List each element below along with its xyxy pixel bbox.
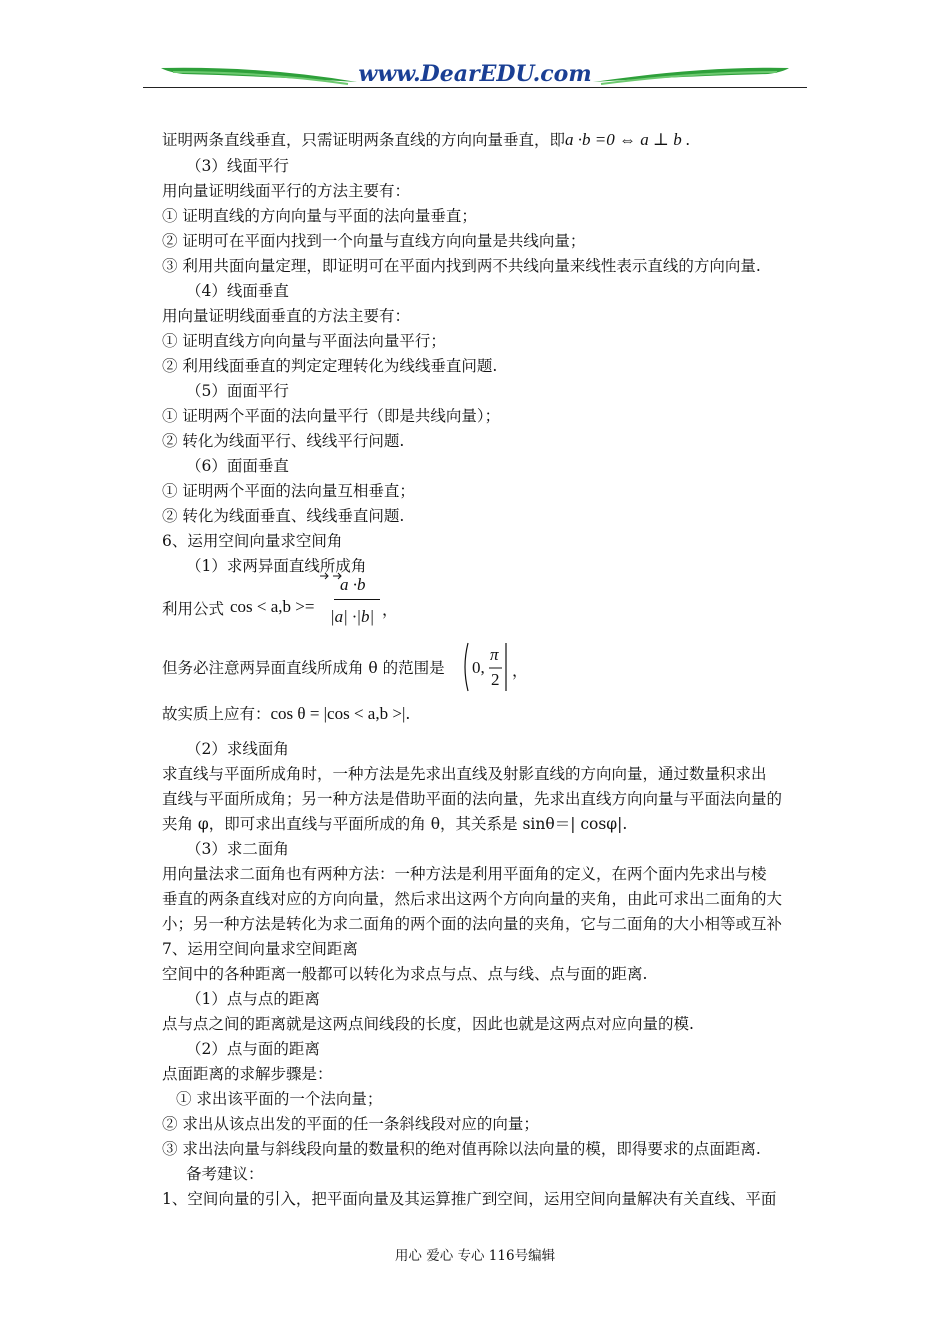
text-span: 利用公式: [162, 600, 225, 618]
text-line: 点与点之间的距离就是这两点间线段的长度，因此也就是这两点对应向量的模.: [162, 1015, 694, 1033]
cos-formula: [230, 573, 470, 637]
subheading-dihedral-angle: （3）求二面角: [186, 840, 289, 858]
list-item: ③ 求出法向量与斜线段向量的数量积的绝对值再除以法向量的模，即得要求的点面距离.: [162, 1140, 761, 1158]
text-span: 证明两条直线垂直，只需证明两条直线的方向向量垂直，即: [162, 131, 566, 149]
text-span: ，: [382, 600, 399, 619]
list-item: ② 求出从该点出发的平面的任一条斜线段对应的向量；: [162, 1115, 539, 1133]
site-brand-logo[interactable]: www.DearEDU.com: [358, 61, 592, 87]
math-expression: a ·b =0 ⇔ a ⊥ b .: [565, 130, 691, 149]
list-item: ① 求出该平面的一个法向量；: [176, 1090, 383, 1108]
list-item: ② 转化为线面垂直、线线垂直问题.: [162, 507, 405, 525]
subheading-exam-advice: 备考建议：: [186, 1165, 264, 1183]
text-line: 用向量证明线面垂直的方法主要有：: [162, 307, 411, 325]
subheading-point-plane-distance: （2）点与面的距离: [186, 1040, 320, 1058]
list-item: ① 证明两个平面的法向量平行（即是共线向量）；: [162, 407, 501, 425]
list-item: ② 利用线面垂直的判定定理转化为线线垂直问题.: [162, 357, 498, 375]
math-expression: cos θ = |cos < a,b >|: [270, 704, 406, 723]
text-line: 点面距离的求解步骤是：: [162, 1065, 333, 1083]
formula-denominator: |a| ·|b|: [330, 607, 375, 626]
page-footer: 用心 爱心 专心 116号编辑: [394, 1248, 556, 1264]
subheading-line-plane-angle: （2）求线面角: [186, 740, 289, 758]
interval-lower: 0,: [472, 658, 485, 677]
text-line: 直线与平面所成角；另一种方法是借助平面的法向量，先求出直线方向向量与平面法向量的: [162, 790, 783, 808]
text-span: .: [405, 705, 411, 723]
range-interval: [460, 641, 530, 693]
list-item: ② 转化为线面平行、线线平行问题.: [162, 432, 405, 450]
list-item: ① 证明直线的方向向量与平面的法向量垂直；: [162, 207, 477, 225]
subheading-line-surface-parallel: （3）线面平行: [186, 157, 289, 175]
section-heading-space-angle: 6、运用空间向量求空间角: [162, 532, 343, 550]
text-line: 用向量证明线面平行的方法主要有：: [162, 182, 411, 200]
subheading-line-surface-perpendicular: （4）线面垂直: [186, 282, 289, 300]
subheading-point-point-distance: （1）点与点的距离: [186, 990, 320, 1008]
text-line: 夹角 φ，即可求出直线与平面所成的角 θ，其关系是 sinθ＝| cosφ|.: [162, 815, 628, 833]
text-line: 用向量法求二面角也有两种方法：一种方法是利用平面角的定义，在两个面内先求出与棱: [162, 865, 767, 883]
text-line: 求直线与平面所成角时，一种方法是先求出直线及射影直线的方向向量，通过数量积求出: [162, 765, 767, 783]
text-span: 但务必注意两异面直线所成角 θ 的范围是: [162, 659, 445, 677]
site-header-banner: [143, 58, 807, 90]
vector-arrows-icon: [318, 571, 348, 581]
list-item: ② 证明可在平面内找到一个向量与直线方向向量是共线向量；: [162, 232, 586, 250]
subheading-skew-line-angle: （1）求两异面直线所成角: [186, 557, 367, 575]
subheading-plane-parallel: （5）面面平行: [186, 382, 289, 400]
text-line: [162, 130, 690, 150]
text-line: 垂直的两条直线对应的方向向量，然后求出这两个方向向量的夹角，由此可求出二面角的大: [162, 890, 783, 908]
formula-line: [162, 599, 224, 619]
formula-numerator: a ·b: [340, 575, 366, 594]
text-line: 空间中的各种距离一般都可以转化为求点与点、点与线、点与面的距离.: [162, 965, 648, 983]
fraction-bar: [334, 599, 380, 600]
section-heading-space-distance: 7、运用空间向量求空间距离: [162, 940, 358, 958]
list-item: ① 证明直线方向向量与平面法向量平行；: [162, 332, 446, 350]
list-item: ③ 利用共面向量定理，即证明可在平面内找到两不共线向量来线性表示直线的方向向量.: [162, 257, 761, 275]
text-line: 小；另一种方法是转化为求二面角的两个面的法向量的夹角，它与二面角的大小相等或互补: [162, 915, 783, 933]
text-span: 故实质上应有：: [162, 705, 271, 723]
header-divider: [143, 87, 807, 88]
text-span: ，: [512, 661, 529, 680]
actual-relation-line: [162, 704, 410, 724]
text-line: 1、空间向量的引入，把平面向量及其运算推广到空间，运用空间向量解决有关直线、平面: [162, 1190, 777, 1208]
list-item: ① 证明两个平面的法向量互相垂直；: [162, 482, 415, 500]
formula-lhs: cos < a,b >=: [230, 597, 315, 616]
pi-symbol: π: [490, 645, 499, 664]
range-line: [162, 658, 445, 678]
subheading-plane-perpendicular: （6）面面垂直: [186, 457, 289, 475]
interval-denominator: 2: [491, 670, 500, 689]
